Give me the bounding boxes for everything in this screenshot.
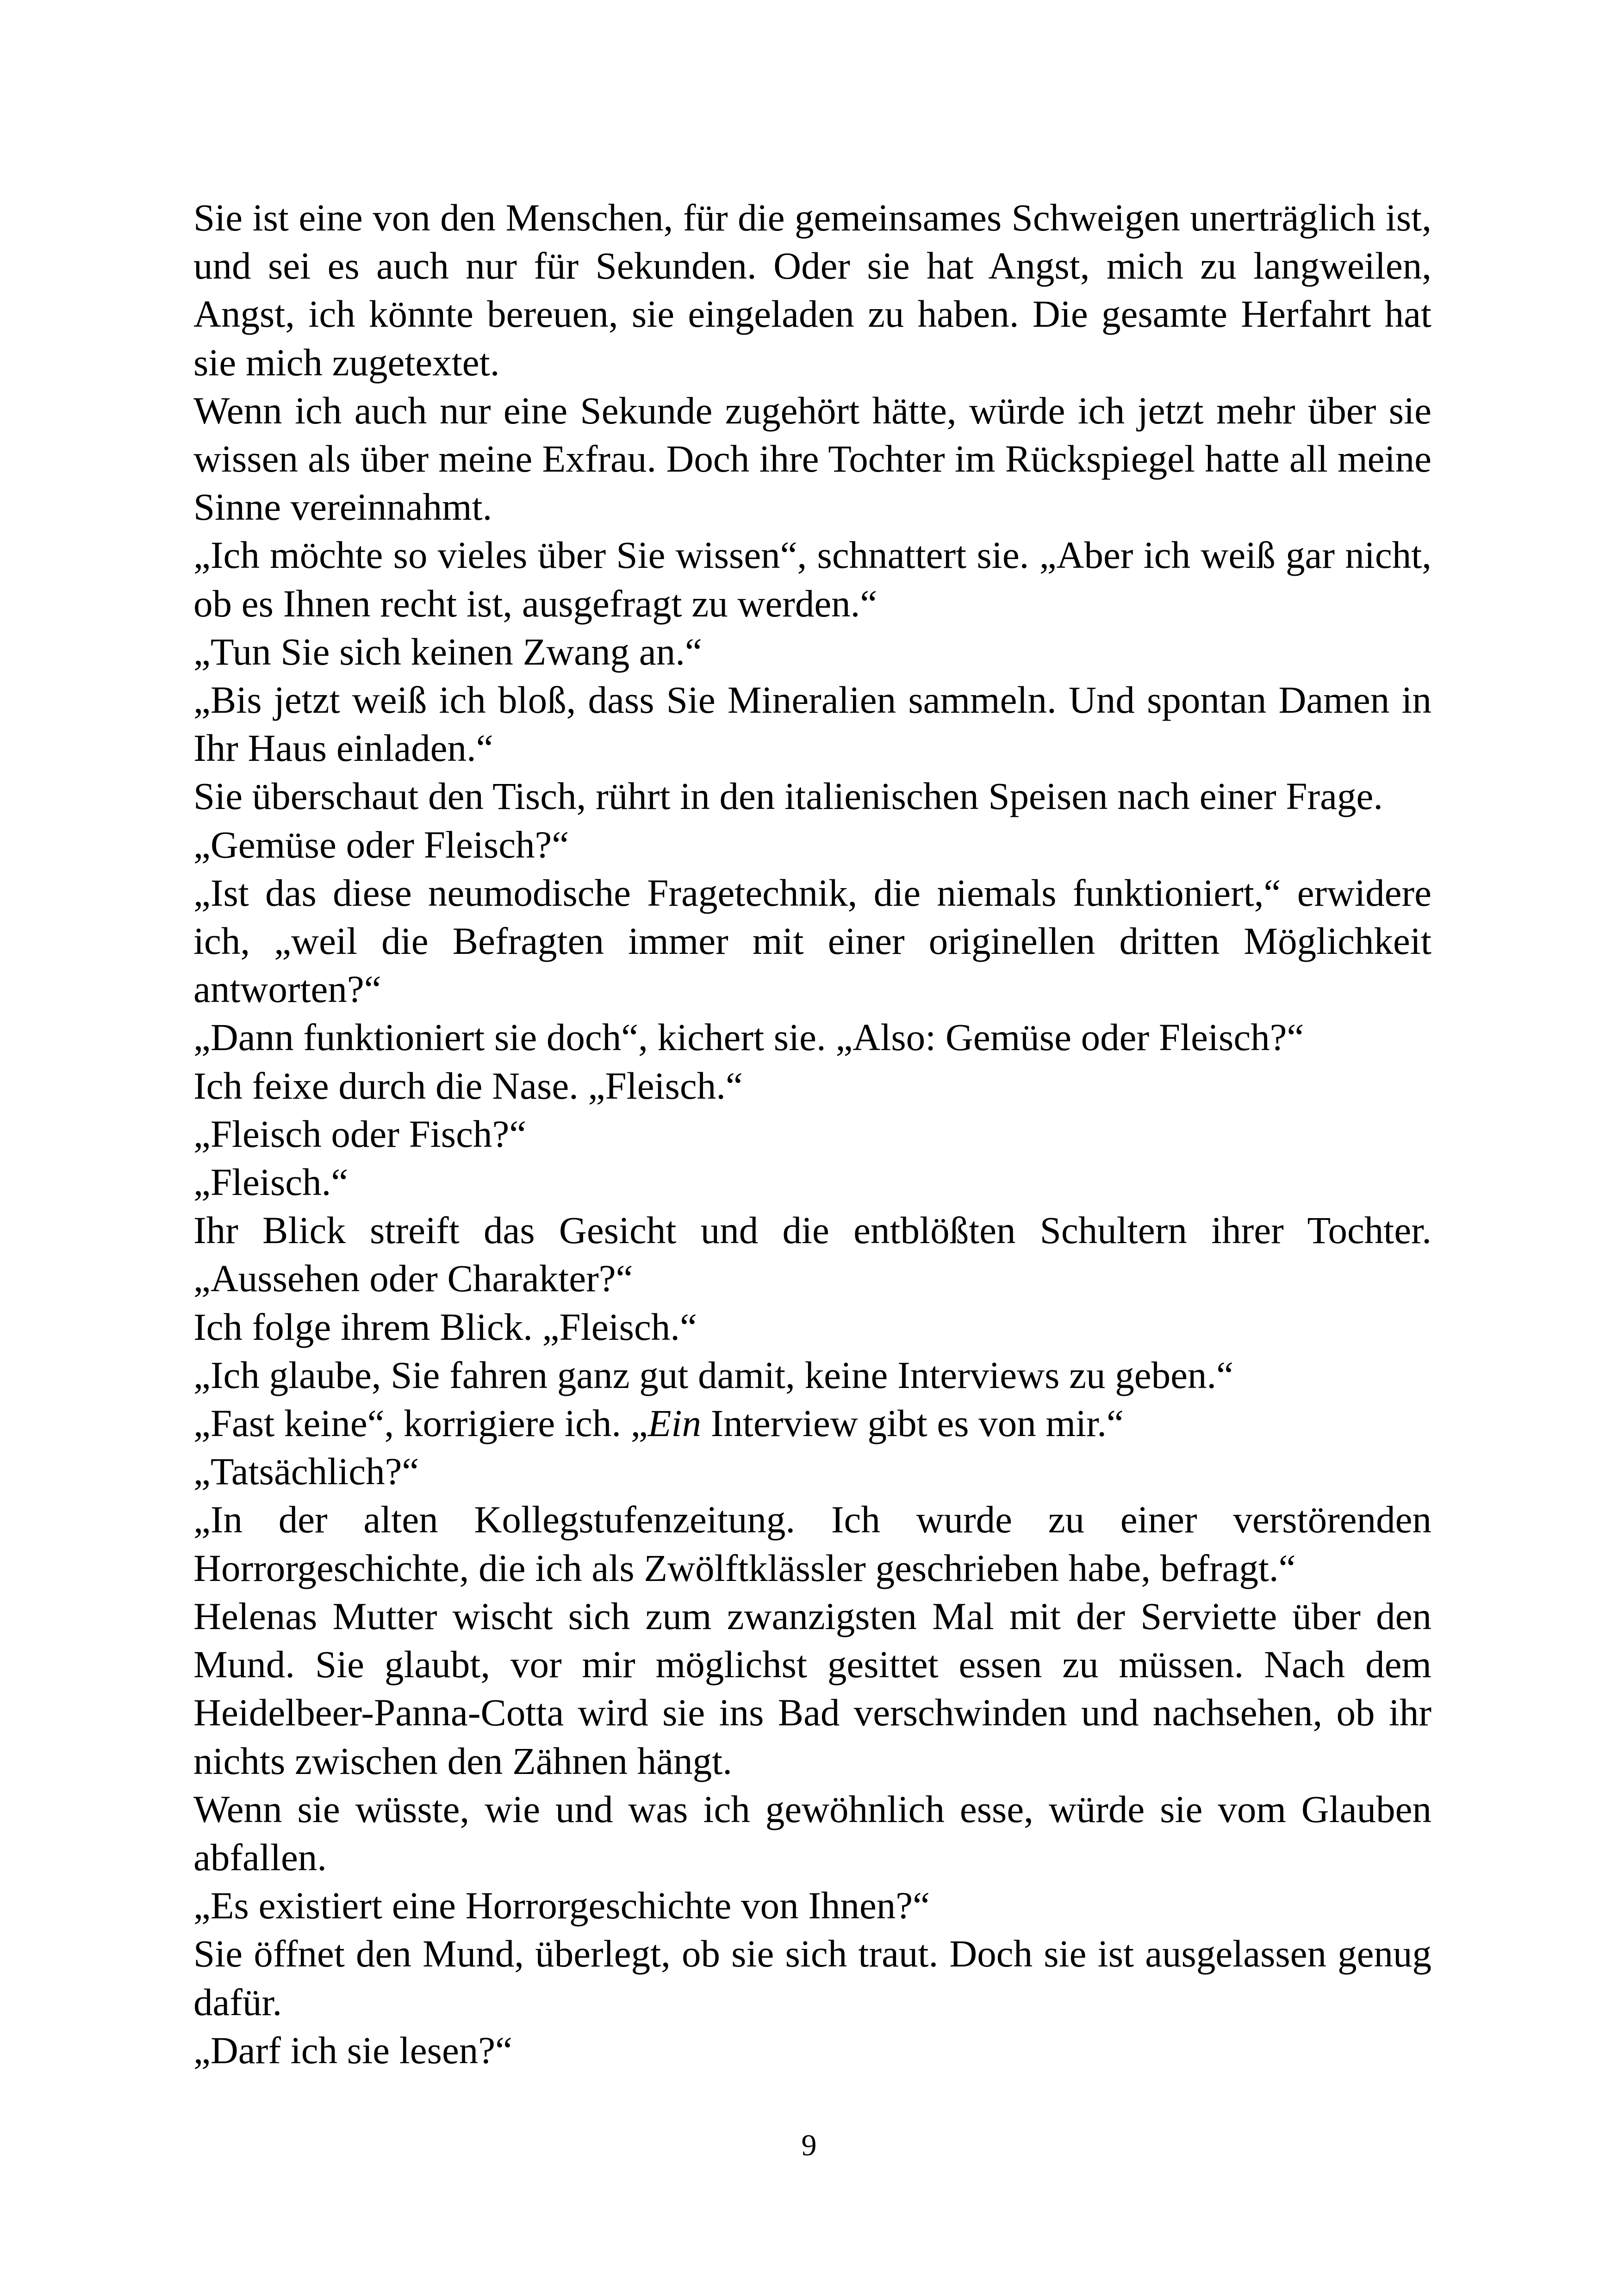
paragraph: „Darf ich sie lesen?“ [193,2028,512,2072]
paragraph: Helenas Mutter wischt sich zum zwanzigsten Mal mit der Serviette über den Mund. Sie glaubt, vor mir möglichst gesittet essen zu müssen. Nach dem Heidelbeer-Panna-Cotta wird sie ins Bad verschwinden und nachsehen, ob ihr nichts zwischen den Zähnen hängt. [193,1594,1431,1782]
paragraph: „Ist das diese neumodische Fragetechnik, die niemals funktioniert,“ erwidere ich, „weil die Befragten immer mit einer originellen dritten Möglichkeit antworten?“ [193,871,1431,1011]
paragraph: Sie ist eine von den Menschen, für die gemeinsames Schweigen unerträglich ist, und sei es auch nur für Sekunden. Oder sie hat Angst, mich zu langweilen, Angst, ich könnte bereuen, sie eingeladen zu haben. Die gesamte Herfahrt hat sie mich zugetextet. [193,196,1431,384]
page-number: 9 [801,2128,817,2162]
paragraph: „Dann funktioniert sie doch“, kichert sie. „Also: Gemüse oder Fleisch?“ [193,1016,1304,1059]
paragraph: „Gemüse oder Fleisch?“ [193,823,569,866]
paragraph: „In der alten Kollegstufenzeitung. Ich wurde zu einer verstörenden Horrorgeschichte, die ich als Zwölftklässler geschrieben habe, befragt.“ [193,1498,1431,1589]
paragraph: Sie öffnet den Mund, überlegt, ob sie sich traut. Doch sie ist ausgelassen genug dafür. [193,1932,1431,2023]
paragraph: Ich folge ihrem Blick. „Fleisch.“ [193,1305,697,1348]
paragraph: „Fleisch oder Fisch?“ [193,1112,527,1155]
paragraph: Wenn sie wüsste, wie und was ich gewöhnlich esse, würde sie vom Glauben abfallen. [193,1787,1431,1879]
paragraph: „Tun Sie sich keinen Zwang an.“ [193,630,702,673]
paragraph: „Ich glaube, Sie fahren ganz gut damit, keine Interviews zu geben.“ [193,1353,1233,1396]
paragraph: „Bis jetzt weiß ich bloß, dass Sie Mineralien sammeln. Und spontan Damen in Ihr Haus einladen.“ [193,678,1431,770]
paragraph [193,1399,1431,1447]
body-text [193,193,1431,2074]
paragraph: „Es existiert eine Horrorgeschichte von Ihnen?“ [193,1884,930,1927]
paragraph: „Fleisch.“ [193,1161,348,1204]
paragraph-text: Interview gibt es von mir.“ [701,1402,1124,1445]
paragraph: Sie überschaut den Tisch, rührt in den italienischen Speisen nach einer Frage. [193,775,1383,818]
paragraph: Ihr Blick streift das Gesicht und die entblößten Schultern ihrer Tochter. „Aussehen oder Charakter?“ [193,1209,1431,1300]
paragraph: Wenn ich auch nur eine Sekunde zugehört hätte, würde ich jetzt mehr über sie wissen als über meine Exfrau. Doch ihre Tochter im Rückspiegel hatte all meine Sinne vereinnahmt. [193,389,1431,529]
paragraph-text: „Fast keine“, korrigiere ich. „ [193,1402,648,1445]
paragraph: „Tatsächlich?“ [193,1450,419,1493]
emphasis-text: Ein [647,1402,701,1445]
paragraph: „Ich möchte so vieles über Sie wissen“, schnattert sie. „Aber ich weiß gar nicht, ob es Ihnen recht ist, ausgefragt zu werden.“ [193,534,1431,625]
paragraph: Ich feixe durch die Nase. „Fleisch.“ [193,1064,743,1107]
